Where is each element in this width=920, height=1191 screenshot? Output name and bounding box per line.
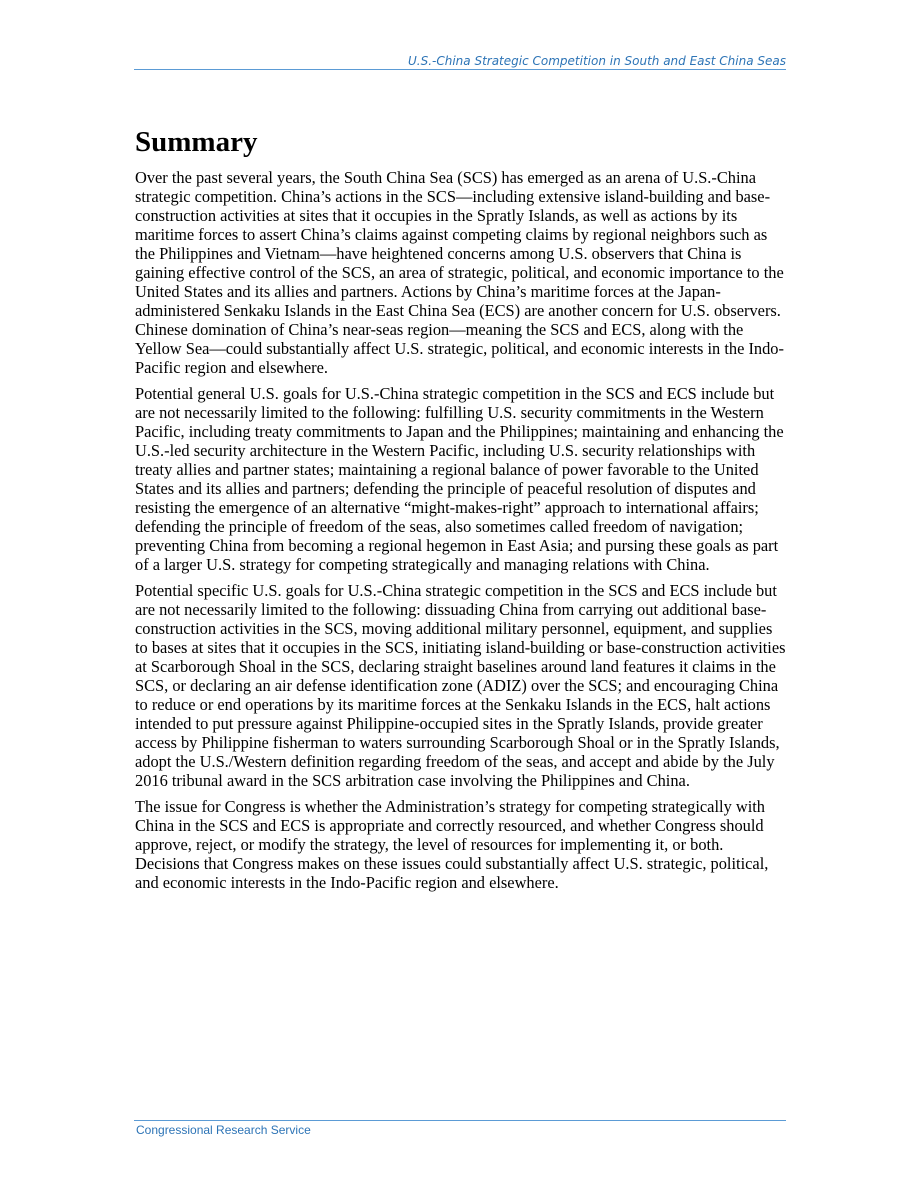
header-divider <box>134 69 786 70</box>
paragraph-4: The issue for Congress is whether the Administration’s strategy for competing strategically with China in the SCS and ECS is appropriate and correctly resourced, and whether Congress should approve, reject, or modify the strategy, the level of resources for implementing it, or both. Decisions that Congress makes on these issues could substantially affect U.S. strategic, political, and economic interests in the Indo-Pacific region and elsewhere. <box>135 797 769 892</box>
footer-divider <box>134 1120 786 1121</box>
paragraph-3: Potential specific U.S. goals for U.S.-China strategic competition in the SCS and ECS include but are not necessarily limited to the following: dissuading China from carrying out additional base-construction activities in the SCS, moving additional military personnel, equipment, and supplies to bases at sites that it occupies in the SCS, initiating island-building or base-construction activities at Scarborough Shoal in the SCS, declaring straight baselines around land features it claims in the SCS, or declaring an air defense identification zone (ADIZ) over the SCS; and encouraging China to reduce or end operations by its maritime forces at the Senkaku Islands in the ECS, halt actions intended to put pressure against Philippine-occupied sites in the Spratly Islands, provide greater access by Philippine fisherman to waters surrounding Scarborough Shoal or in the Spratly Islands, adopt the U.S./Western definition regarding freedom of the seas, and accept and abide by the July 2016 tribunal award in the SCS arbitration case involving the Philippines and China. <box>135 581 786 790</box>
footer-organization: Congressional Research Service <box>136 1123 311 1137</box>
summary-body <box>135 168 786 899</box>
running-header-title: U.S.-China Strategic Competition in South and East China Seas <box>408 54 786 68</box>
paragraph-1: Over the past several years, the South China Sea (SCS) has emerged as an arena of U.S.-China strategic competition. China’s actions in the SCS—including extensive island-building and base-construction activities at sites that it occupies in the Spratly Islands, as well as actions by its maritime forces to assert China’s claims against competing claims by regional neighbors such as the Philippines and Vietnam—have heightened concerns among U.S. observers that China is gaining effective control of the SCS, an area of strategic, political, and economic importance to the United States and its allies and partners. Actions by China’s maritime forces at the Japan-administered Senkaku Islands in the East China Sea (ECS) are another concern for U.S. observers. Chinese domination of China’s near-seas region—meaning the SCS and ECS, along with the Yellow Sea—could substantially affect U.S. strategic, political, and economic interests in the Indo-Pacific region and elsewhere. <box>135 168 784 377</box>
paragraph-2: Potential general U.S. goals for U.S.-China strategic competition in the SCS and ECS include but are not necessarily limited to the following: fulfilling U.S. security commitments in the Western Pacific, including treaty commitments to Japan and the Philippines; maintaining and enhancing the U.S.-led security architecture in the Western Pacific, including U.S. security relationships with treaty allies and partner states; maintaining a regional balance of power favorable to the United States and its allies and partners; defending the principle of peaceful resolution of disputes and resisting the emergence of an alternative “might-makes-right” approach to international affairs; defending the principle of freedom of the seas, also sometimes called freedom of navigation; preventing China from becoming a regional hegemon in East Asia; and pursing these goals as part of a larger U.S. strategy for competing strategically and managing relations with China. <box>135 384 784 574</box>
section-heading: Summary <box>135 126 258 158</box>
